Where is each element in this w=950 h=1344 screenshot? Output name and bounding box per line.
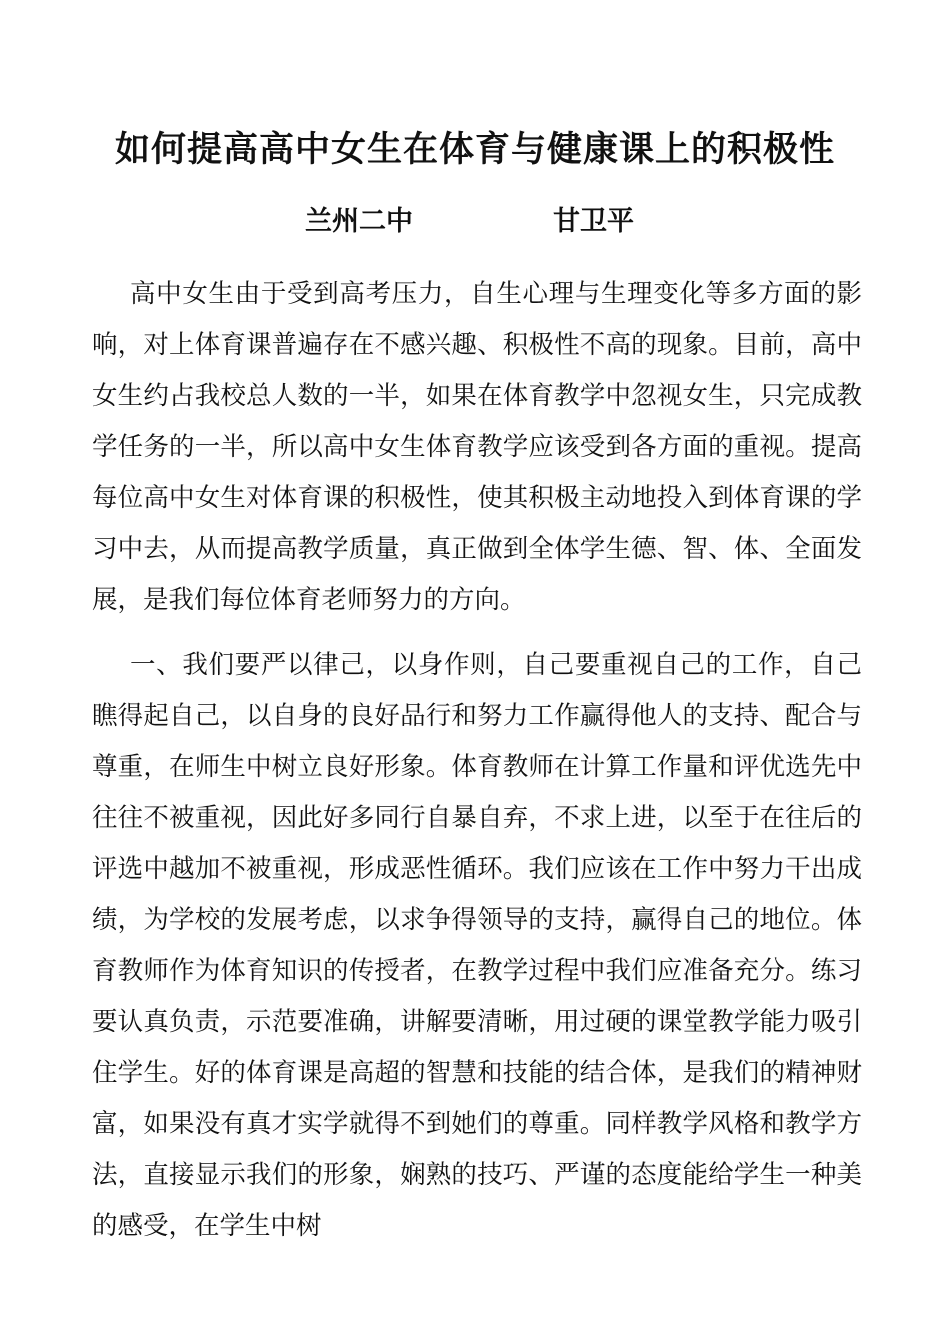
paragraph-intro: 高中女生由于受到高考压力，自生心理与生理变化等多方面的影响，对上体育课普遍存在不感兴趣、积极性不高的现象。目前，高中女生约占我校总人数的一半，如果在体育教学中忽视女生，只完成教学任务的一半，所以高中女生体育教学应该受到各方面的重视。提高每位高中女生对体育课的积极性，使其积极主动地投入到体育课的学习中去，从而提高教学质量，真正做到全体学生德、智、体、全面发展，是我们每位体育老师努力的方向。 (92, 279, 862, 615)
author-school: 兰州二中 (305, 206, 413, 237)
document-title: 如何提高高中女生在体育与健康课上的积极性 (114, 129, 835, 170)
author-name: 甘卫平 (553, 206, 634, 237)
paragraph-section-one: 一、我们要严以律己，以身作则，自己要重视自己的工作，自己瞧得起自己，以自身的良好品行和努力工作赢得他人的支持、配合与尊重，在师生中树立良好形象。体育教师在计算工作量和评优选先中往往不被重视，因此好多同行自暴自弃，不求上进，以至于在往后的评选中越加不被重视，形成恶性循环。我们应该在工作中努力干出成绩，为学校的发展考虑，以求争得领导的支持，赢得自己的地位。体育教师作为体育知识的传授者，在教学过程中我们应准备充分。练习要认真负责，示范要准确，讲解要清晰，用过硬的课堂教学能力吸引住学生。好的体育课是高超的智慧和技能的结合体，是我们的精神财富，如果没有真才实学就得不到她们的尊重。同样教学风格和教学方法，直接显示我们的形象，娴熟的技巧、严谨的态度能给学生一种美的感受，在学生中树 (92, 650, 862, 1241)
byline (0, 202, 950, 242)
